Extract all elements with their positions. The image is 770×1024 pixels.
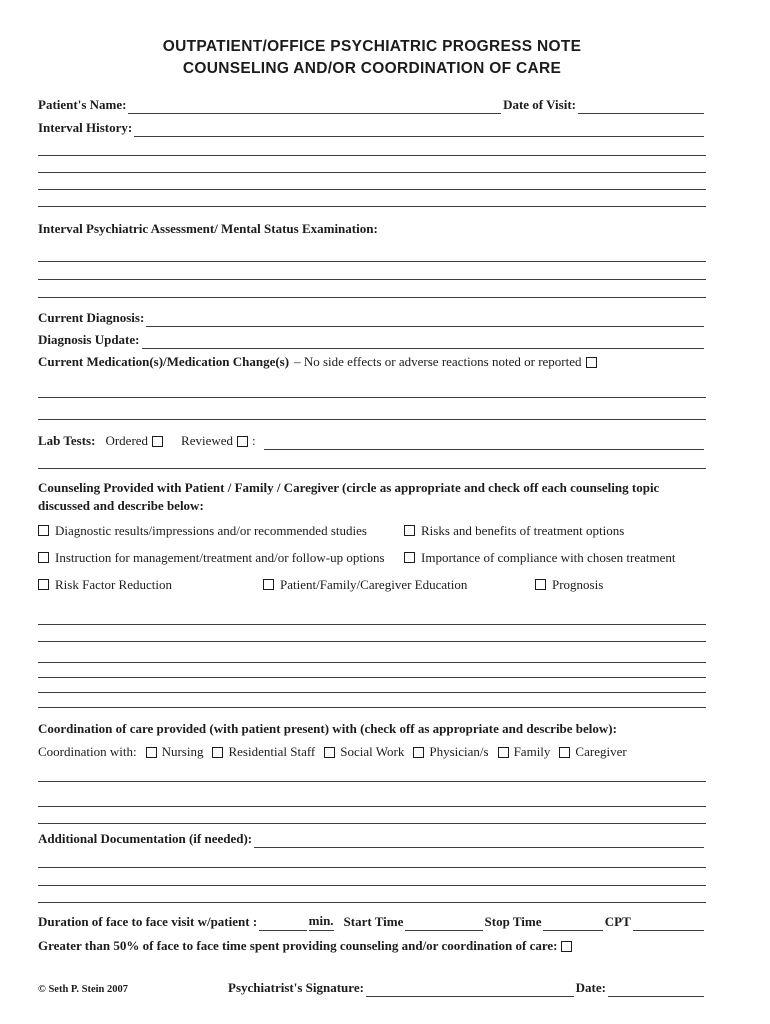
coordination-option — [146, 743, 204, 761]
cpt-label: CPT — [604, 914, 631, 929]
form-title — [38, 36, 706, 80]
counseling-heading: Counseling Provided with Patient / Family / Caregiver (circle as appropriate and check off each counseling topic discussed and describe below: — [38, 480, 660, 513]
footer-row — [38, 979, 706, 997]
write-line[interactable] — [38, 761, 706, 782]
counseling-topic-label: Importance of compliance with chosen treatment — [421, 550, 676, 565]
coordination-option — [498, 743, 551, 761]
counseling-topic — [404, 549, 706, 567]
write-line[interactable] — [38, 173, 706, 190]
lab-ordered-checkbox[interactable] — [152, 436, 163, 447]
copyright-text: © Seth P. Stein 2007 — [38, 984, 129, 995]
write-line[interactable] — [38, 398, 706, 420]
residential-staff-checkbox[interactable] — [212, 747, 223, 758]
patient-name-field[interactable] — [128, 98, 501, 114]
lab-reviewed-checkbox[interactable] — [237, 436, 248, 447]
counseling-topic-label: Diagnostic results/impressions and/or recommended studies — [55, 523, 367, 538]
duration-label: Duration of face to face visit w/patient : — [38, 914, 258, 929]
instruction-management-checkbox[interactable] — [38, 552, 49, 563]
coordination-option-label: Family — [513, 744, 551, 759]
coordination-option — [413, 743, 488, 761]
duration-row — [38, 912, 706, 931]
patient-row — [38, 96, 706, 114]
diagnostic-results-checkbox[interactable] — [38, 525, 49, 536]
write-line[interactable] — [38, 693, 706, 708]
signature-field[interactable] — [366, 981, 574, 997]
additional-documentation-field[interactable] — [254, 832, 704, 848]
counseling-topic-label: Prognosis — [552, 577, 604, 592]
write-line[interactable] — [38, 848, 706, 868]
lab-reviewed-label: Reviewed — [181, 433, 234, 448]
counseling-topic — [263, 576, 535, 594]
coordination-option — [324, 743, 404, 761]
write-line[interactable] — [38, 663, 706, 678]
write-line[interactable] — [38, 280, 706, 298]
coordination-option — [559, 743, 626, 761]
medications-label: Current Medication(s)/Medication Change(s) — [38, 354, 290, 369]
coordination-heading: Coordination of care provided (with patient present) with (check off as appropriate and describe below): — [38, 721, 617, 736]
write-line[interactable] — [38, 807, 706, 824]
coordination-option-label: Social Work — [340, 744, 405, 759]
importance-compliance-checkbox[interactable] — [404, 552, 415, 563]
write-line[interactable] — [38, 450, 706, 469]
fifty-percent-label: Greater than 50% of face to face time spent providing counseling and/or coordination of care: — [38, 938, 558, 953]
start-time-field[interactable] — [405, 915, 482, 931]
write-line[interactable] — [38, 376, 706, 398]
diagnosis-update-label: Diagnosis Update: — [38, 332, 140, 347]
diagnosis-update-field[interactable] — [142, 333, 705, 349]
write-line[interactable] — [38, 782, 706, 807]
risk-factor-reduction-checkbox[interactable] — [38, 579, 49, 590]
cpt-field[interactable] — [633, 915, 704, 931]
diagnosis-update-row — [38, 331, 706, 349]
write-line[interactable] — [38, 190, 706, 207]
lab-tests-colon: : — [252, 433, 256, 448]
counseling-topic-label: Risk Factor Reduction — [55, 577, 172, 592]
interval-history-row — [38, 119, 706, 137]
lab-ordered-label: Ordered — [105, 433, 149, 448]
physicians-checkbox[interactable] — [413, 747, 424, 758]
write-line[interactable] — [38, 886, 706, 903]
interval-history-field[interactable] — [134, 121, 704, 137]
current-diagnosis-row — [38, 309, 706, 327]
patient-name-label: Patient's Name: — [38, 97, 127, 112]
interval-history-label: Interval History: — [38, 120, 133, 135]
counseling-topic — [404, 522, 706, 540]
fifty-percent-checkbox[interactable] — [561, 941, 572, 952]
current-diagnosis-label: Current Diagnosis: — [38, 310, 145, 325]
counseling-topic — [38, 522, 400, 540]
signature-label: Psychiatrist's Signature: — [228, 980, 364, 995]
lab-tests-row — [38, 432, 706, 450]
counseling-topic — [535, 576, 603, 594]
additional-documentation-row — [38, 830, 706, 848]
write-line[interactable] — [38, 678, 706, 693]
coordination-with-label: Coordination with: — [38, 744, 137, 759]
start-time-label: Start Time — [343, 914, 404, 929]
patient-family-education-checkbox[interactable] — [263, 579, 274, 590]
current-diagnosis-field[interactable] — [146, 311, 704, 327]
lab-tests-label: Lab Tests: — [38, 433, 96, 448]
counseling-topics-row3 — [38, 576, 706, 594]
write-line[interactable] — [38, 156, 706, 173]
write-line[interactable] — [38, 642, 706, 663]
write-line[interactable] — [38, 262, 706, 280]
stop-time-field[interactable] — [543, 915, 602, 931]
duration-minutes-field[interactable] — [259, 915, 306, 931]
counseling-topics-grid — [38, 522, 706, 567]
caregiver-checkbox[interactable] — [559, 747, 570, 758]
write-line[interactable] — [38, 868, 706, 886]
footer-date-label: Date: — [575, 980, 606, 995]
social-work-checkbox[interactable] — [324, 747, 335, 758]
write-line[interactable] — [38, 244, 706, 262]
write-line[interactable] — [38, 625, 706, 642]
footer-date-field[interactable] — [608, 981, 704, 997]
family-checkbox[interactable] — [498, 747, 509, 758]
fifty-percent-row — [38, 937, 706, 955]
nursing-checkbox[interactable] — [146, 747, 157, 758]
additional-documentation-label: Additional Documentation (if needed): — [38, 831, 253, 846]
medications-row — [38, 353, 706, 371]
prognosis-checkbox[interactable] — [535, 579, 546, 590]
counseling-topic — [38, 549, 400, 567]
interval-assessment-label: Interval Psychiatric Assessment/ Mental Status Examination: — [38, 221, 378, 236]
duration-min-label: min. — [309, 912, 334, 931]
coordination-option-label: Physician/s — [429, 744, 489, 759]
write-line[interactable] — [38, 602, 706, 625]
coordination-with-row — [38, 743, 706, 761]
form-title-line1: OUTPATIENT/OFFICE PSYCHIATRIC PROGRESS NOTE — [162, 38, 582, 55]
write-line[interactable] — [38, 139, 706, 156]
risks-benefits-checkbox[interactable] — [404, 525, 415, 536]
date-of-visit-field[interactable] — [578, 98, 704, 114]
coordination-option — [212, 743, 315, 761]
date-of-visit-label: Date of Visit: — [503, 97, 576, 112]
counseling-topic — [38, 576, 263, 594]
coordination-option-label: Residential Staff — [228, 744, 316, 759]
counseling-topic-label: Patient/Family/Caregiver Education — [280, 577, 468, 592]
counseling-topic-label: Risks and benefits of treatment options — [421, 523, 625, 538]
counseling-topic-label: Instruction for management/treatment and/or follow-up options — [55, 550, 385, 565]
medications-note: – No side effects or adverse reactions noted or reported — [294, 354, 582, 369]
no-side-effects-checkbox[interactable] — [586, 357, 597, 368]
coordination-option-label: Caregiver — [575, 744, 627, 759]
stop-time-label: Stop Time — [484, 914, 542, 929]
coordination-option-label: Nursing — [161, 744, 204, 759]
form-title-line2: COUNSELING AND/OR COORDINATION OF CARE — [182, 60, 562, 77]
lab-tests-field[interactable] — [264, 434, 704, 450]
